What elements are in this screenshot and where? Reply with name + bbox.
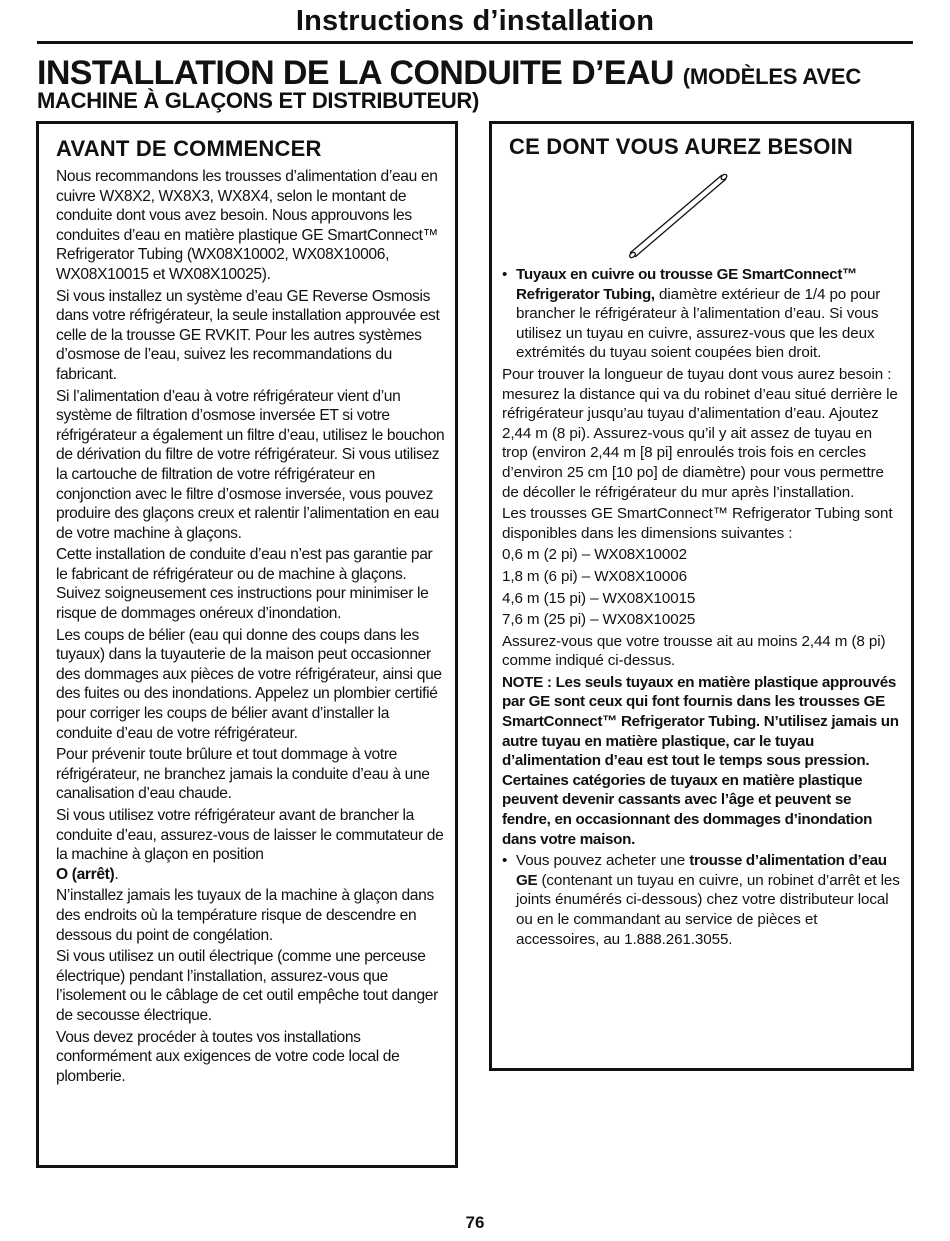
list-item xyxy=(502,265,901,363)
paragraph: Si vous utilisez un outil électrique (comme une perceuse électrique) pendant l’installation, assurez-vous que l’isolement ou le câblage de cet outil empêche tout danger de secousse électrique. xyxy=(56,948,438,1024)
before-you-begin-text xyxy=(56,167,445,1086)
off-position-label: O (arrêt) xyxy=(56,865,115,883)
before-you-begin-box xyxy=(36,121,458,1168)
paragraph: Cette installation de conduite d’eau n’est pas garantie par le fabricant de réfrigérateur ou de machine à glaçons. Suivez soigneusement ces instructions pour minimiser le risque de dommages onéreux d’inondation. xyxy=(56,546,433,623)
paragraph: Vous devez procéder à toutes vos installations conformément aux exigences de votre code local de plomberie. xyxy=(56,1028,400,1085)
paragraph: Les coups de bélier (eau qui donne des coups dans les tuyaux) dans la tuyauterie de la maison peut occasionner des dommages aux pièces de votre réfrigérateur, ainsi que des fuites ou des inondations. Appelez un plombier certifié pour corriger les coups de bélier avant d’installer la conduite d’eau de votre réfrigérateur. xyxy=(56,626,442,742)
paragraph: Si l’alimentation d’eau à votre réfrigérateur vient d’un système de filtration d’osmose inversée ET si votre réfrigérateur a également un filtre d’eau, utilisez le bouchon de dérivation du filtre de votre réfrigérateur. Si vous utilisez la cartouche de filtration de votre réfrigérateur en conjonction avec le filtre d’osmose inversée, vous pouvez produire des glaçons creux et ralentir l’alimentation en eau de votre machine à glaçons. xyxy=(56,387,445,542)
page-number: 76 xyxy=(465,1213,485,1232)
paragraph: N’installez jamais les tuyaux de la machine à glaçon dans des endroits où la température risque de descendre en dessous du point de congélation. xyxy=(56,887,434,944)
before-you-begin-heading: AVANT DE COMMENCER xyxy=(56,136,322,161)
paragraph: Pour trouver la longueur de tuyau dont vous aurez besoin : mesurez la distance qui va du robinet d’eau situé derrière le réfrigérateur jusqu’au tuyau d’alimentation d’eau. Ajoutez 2,44 m (8 pi). Assurez-vous qu’il y ait assez de tuyau en trop (environ 2,44 m [8 pi] enroulés trois fois en cercles d’environ 25 cm [10 po] de diamètre) pour vous permettre de décoller le réfrigérateur du mur après l’installation. xyxy=(502,365,898,501)
paragraph-end: . xyxy=(114,865,119,883)
bullet: • xyxy=(502,852,508,870)
size-item: 1,8 m (6 pi) – WX08X10006 xyxy=(502,567,687,585)
size-item: 4,6 m (15 pi) – WX08X10015 xyxy=(502,589,696,607)
bullet-text: Vous pouvez acheter une xyxy=(516,852,690,870)
size-item: 0,6 m (2 pi) – WX08X10002 xyxy=(502,546,687,564)
what-you-need-heading: CE DONT VOUS AUREZ BESOIN xyxy=(509,134,853,159)
paragraph: Si vous installez un système d’eau GE Reverse Osmosis dans votre réfrigérateur, la seule installation approuvée est celle de la trousse GE RVKIT. Pour les autres systèmes d’osmose de l’eau, suivez les recommandations du fabricant. xyxy=(56,287,440,383)
page-title-sub: (MODÈLES AVEC xyxy=(682,64,862,89)
bullet-text: diamètre extérieur de 1/4 po pour brancher le réfrigérateur à l’alimentation d’eau. Si vous utilisez un tuyau en cuivre, assurez-vous que les deux extrémités du tuyau soient coupées bien droit. xyxy=(516,285,881,362)
bullet-bold-text: trousse d’alimentation d’eau GE xyxy=(516,852,887,889)
bullet-text: (contenant un tuyau en cuivre, un robinet d’arrêt et les joints énumérés ci-dessous) chez votre distributeur local ou en le commandant au service de pièces et accessoires, au 1.888.261.3055. xyxy=(516,871,900,948)
note-paragraph xyxy=(502,673,901,849)
bullet: • xyxy=(502,266,508,283)
paragraph: Pour prévenir toute brûlure et tout dommage à votre réfrigérateur, ne branchez jamais la conduite d’eau à une canalisation d’eau chaude. xyxy=(56,746,430,803)
section-title: Instructions d’installation xyxy=(295,5,655,37)
bullet-bold-text: Tuyaux en cuivre ou trousse GE SmartConnect™ Refrigerator Tubing, xyxy=(516,266,857,303)
note-text: NOTE : Les seuls tuyaux en matière plastique approuvés par GE sont ceux qui font fournis dans les trousses GE SmartConnect™ Refrigerator Tubing. N’utilisez jamais un autre tuyau en matière plastique, car le tuyau d’alimentation d’eau est tout le temps sous pression. Certaines catégories de tuyaux en matière plastique peuvent devenir cassants avec l’âge et peuvent se fendre, en occasionnant des dommages d’inondation dans votre maison. xyxy=(502,673,899,848)
paragraph: Les trousses GE SmartConnect™ Refrigerator Tubing sont disponibles dans les dimensions suivantes : xyxy=(502,505,893,542)
page-title-main: INSTALLATION DE LA CONDUITE D’EAU xyxy=(37,54,674,92)
paragraph: Assurez-vous que votre trousse ait au moins 2,44 m (8 pi) comme indiqué ci-dessus. xyxy=(502,632,886,670)
paragraph: Nous recommandons les trousses d’alimentation d’eau en cuivre WX8X2, WX8X3, WX8X4, selon le montant de conduite dont vous avez besoin. Nous approuvons les conduites d’eau en matière plastique GE SmartConnect™ Refrigerator Tubing (WX08X10002, WX08X10006, WX08X10015 et WX08X10025). xyxy=(56,168,438,283)
header-rule xyxy=(37,41,913,44)
what-you-need-text xyxy=(502,265,901,949)
what-you-need-box xyxy=(489,121,914,1071)
tubing-illustration xyxy=(502,165,901,265)
page-title-line2: MACHINE À GLAÇONS ET DISTRIBUTEUR) xyxy=(37,88,480,113)
size-item: 7,6 m (25 pi) – WX08X10025 xyxy=(502,611,696,629)
paragraph-text: Si vous utilisez votre réfrigérateur avant de brancher la conduite d’eau, assurez-vous de laisser le commutateur de la machine à glaçon en position xyxy=(56,807,444,864)
paragraph xyxy=(56,806,445,884)
list-item xyxy=(502,851,901,949)
tubing-icon xyxy=(622,165,742,260)
